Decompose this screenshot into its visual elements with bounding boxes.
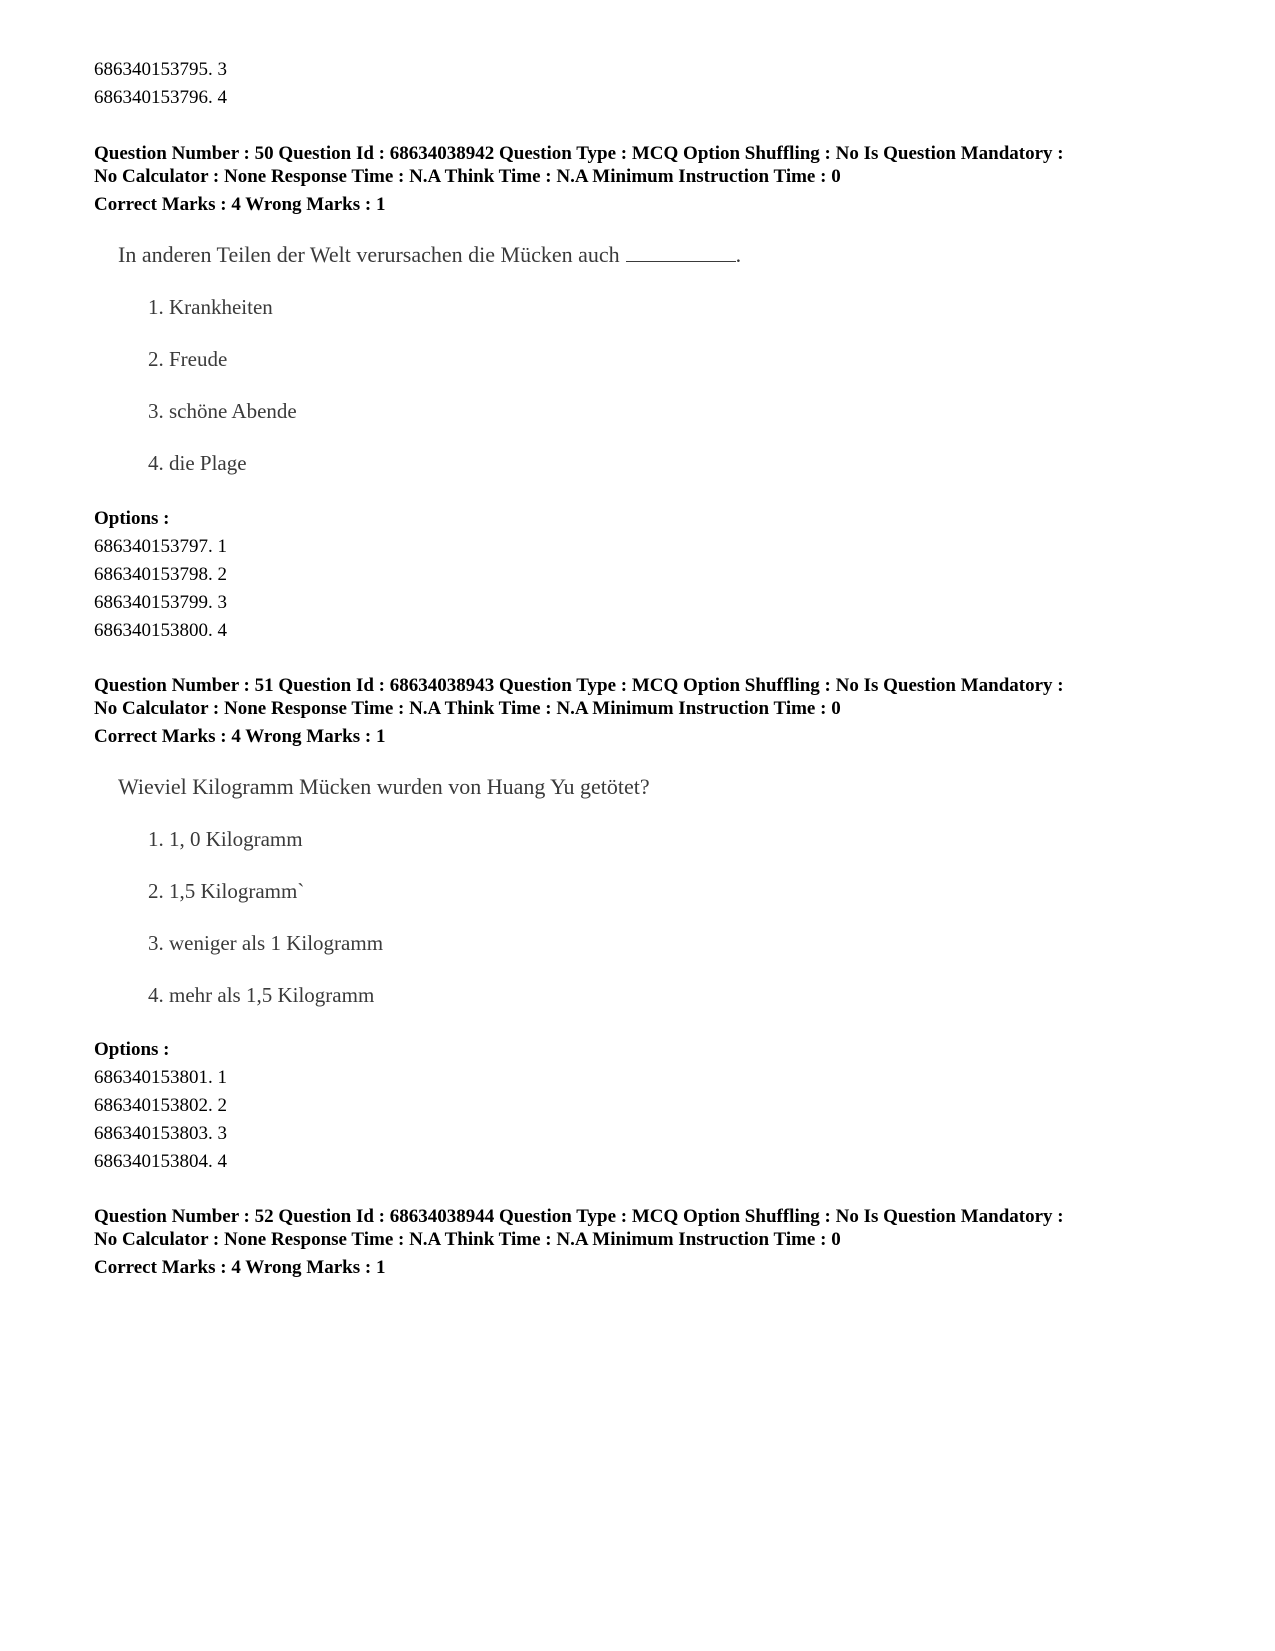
q50-question-text <box>118 241 741 269</box>
q51-option-id: 686340153802. 2 <box>94 1095 227 1116</box>
q52-marks: Correct Marks : 4 Wrong Marks : 1 <box>94 1257 386 1278</box>
q51-choice: 1. 1, 0 Kilogramm <box>148 827 303 851</box>
q50-option-id: 686340153800. 4 <box>94 620 227 641</box>
q50-header-line1: Question Number : 50 Question Id : 68634038942 Question Type : MCQ Option Shuffling : No Is Question Mandatory : <box>94 143 1064 164</box>
q50-header-line2: No Calculator : None Response Time : N.A Think Time : N.A Minimum Instruction Time : 0 <box>94 166 841 187</box>
q51-header-line1: Question Number : 51 Question Id : 68634038943 Question Type : MCQ Option Shuffling : No Is Question Mandatory : <box>94 675 1064 696</box>
q51-options-label: Options : <box>94 1039 170 1060</box>
q51-choice: 3. weniger als 1 Kilogramm <box>148 931 384 955</box>
q50-marks: Correct Marks : 4 Wrong Marks : 1 <box>94 194 386 215</box>
q51-option-id: 686340153801. 1 <box>94 1067 227 1088</box>
q50-choice: 3. schöne Abende <box>148 399 297 423</box>
q50-question: In anderen Teilen der Welt verursachen die Mücken auch <box>118 242 620 267</box>
q52-header-line1: Question Number : 52 Question Id : 68634038944 Question Type : MCQ Option Shuffling : No Is Question Mandatory : <box>94 1206 1064 1227</box>
q51-marks: Correct Marks : 4 Wrong Marks : 1 <box>94 726 386 747</box>
q50-option-id: 686340153798. 2 <box>94 564 227 585</box>
q50-option-id: 686340153799. 3 <box>94 592 227 613</box>
q50-choice: 4. die Plage <box>148 451 247 475</box>
q51-header-line2: No Calculator : None Response Time : N.A Think Time : N.A Minimum Instruction Time : 0 <box>94 698 841 719</box>
option-id-line: 686340153795. 3 <box>94 59 227 80</box>
q50-choice: 1. Krankheiten <box>148 295 273 319</box>
q51-question-text: Wieviel Kilogramm Mücken wurden von Huang Yu getötet? <box>118 774 650 799</box>
q51-choice: 2. 1,5 Kilogramm` <box>148 879 305 903</box>
q52-header-line2: No Calculator : None Response Time : N.A Think Time : N.A Minimum Instruction Time : 0 <box>94 1229 841 1250</box>
q51-choice: 4. mehr als 1,5 Kilogramm <box>148 983 375 1007</box>
q50-options-label: Options : <box>94 508 170 529</box>
q51-option-id: 686340153804. 4 <box>94 1151 227 1172</box>
q51-option-id: 686340153803. 3 <box>94 1123 227 1144</box>
q50-question-end: . <box>735 242 742 267</box>
fill-in-blank <box>626 243 736 262</box>
option-id-line: 686340153796. 4 <box>94 87 227 108</box>
q50-choice: 2. Freude <box>148 347 228 371</box>
q50-option-id: 686340153797. 1 <box>94 536 227 557</box>
